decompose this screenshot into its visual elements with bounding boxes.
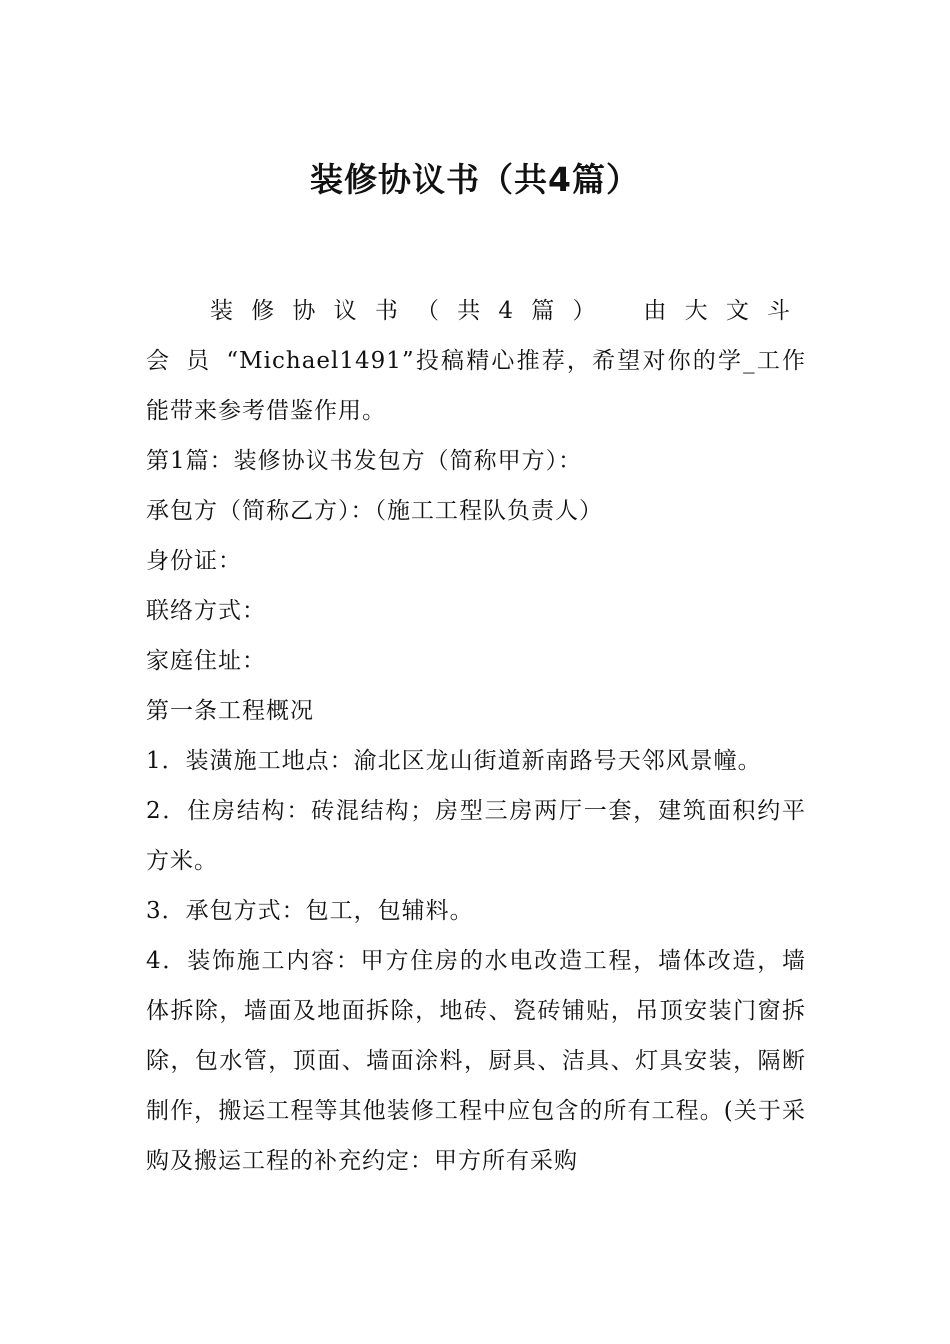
intro-rest: “Michael1491”投稿精心推荐，希望对你的学_工作能带来参考借鉴作用。 [146,348,806,424]
paragraph-address: 家庭住址： [146,648,266,674]
intro-lead: 装修协议书（共4篇） [210,298,603,324]
paragraph-item-4: 4．装饰施工内容：甲方住房的水电改造工程，墙体改造，墙体拆除，墙面及地面拆除，地砖、瓷砖铺贴，吊顶安装门窗拆除，包水管，顶面、墙面涂料，厨具、洁具、灯具安装，隔断制作，搬运工程等其他装修工程中应包含的所有工程。(关于采购及搬运工程的补充约定：甲方所有采购 [146,948,806,1174]
paragraph-part1-parties: 第1篇：装修协议书发包方（简称甲方）： [146,448,583,474]
intro-author-prefix: 由大文斗会员 [146,298,807,374]
paragraph-contact: 联络方式： [146,598,266,624]
document-title: 装修协议书（共4篇） [310,160,640,199]
paragraph-id-card: 身份证： [146,548,242,574]
intro-gap [602,298,643,324]
paragraph-article-1-heading: 第一条工程概况 [146,698,314,724]
paragraph-item-1: 1．装潢施工地点：渝北区龙山街道新南路号天邻风景幢。 [146,748,762,774]
document-body [146,286,806,1186]
paragraph-item-2: 2．住房结构：砖混结构；房型三房两厅一套，建筑面积约平方米。 [146,798,806,874]
paragraph-item-3: 3．承包方式：包工，包辅料。 [146,898,474,924]
intro-paragraph [146,286,806,436]
paragraph-contractor: 承包方（简称乙方）：（施工工程队负责人） [146,498,603,524]
